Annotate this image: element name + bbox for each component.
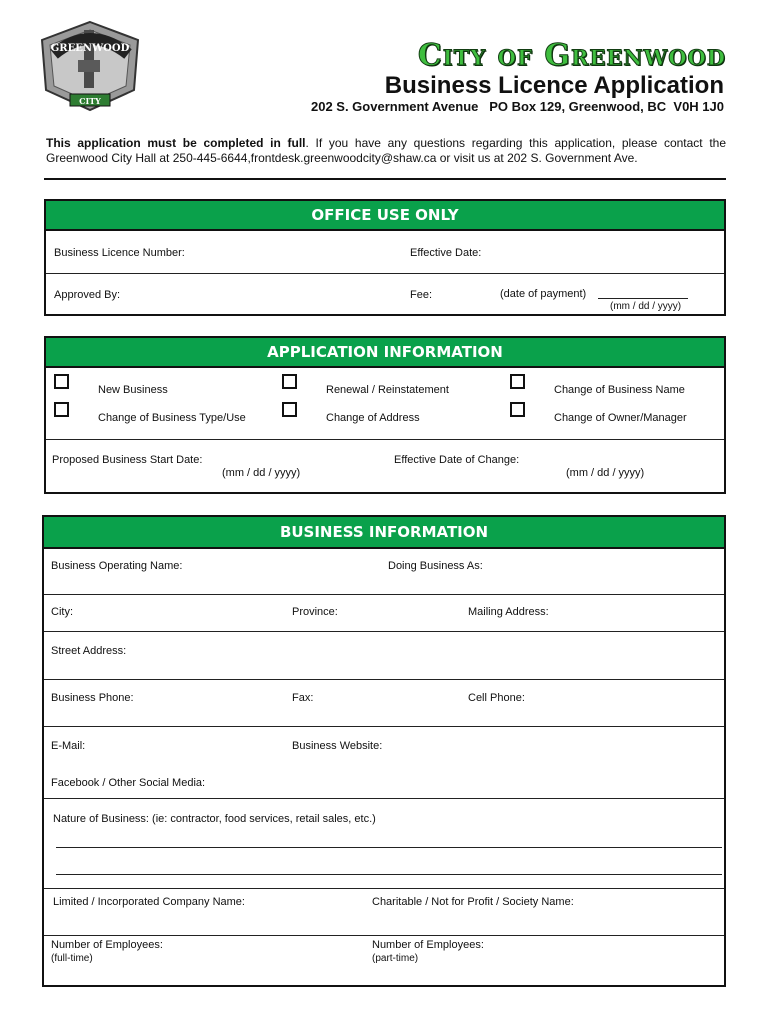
city-address: 202 S. Government Avenue PO Box 129, Greenwood, BC V0H 1J0: [310, 99, 724, 114]
option-label: New Business: [98, 384, 168, 396]
row-divider: [44, 726, 724, 727]
effective-change-format: (mm / dd / yyyy): [566, 467, 645, 479]
province-label: Province:: [292, 606, 338, 618]
social-media-label: Facebook / Other Social Media:: [51, 777, 206, 789]
row-divider: [44, 935, 724, 936]
part-time-label: (part-time): [372, 953, 419, 964]
full-time-label: (full-time): [51, 953, 93, 964]
effective-change-label: Effective Date of Change:: [394, 454, 520, 466]
intro-text: [46, 136, 726, 166]
application-heading: APPLICATION INFORMATION: [46, 338, 724, 368]
option-label: Renewal / Reinstatement: [326, 384, 449, 396]
fee-label: Fee:: [410, 289, 433, 301]
start-date-label: Proposed Business Start Date:: [52, 454, 203, 466]
change-name-checkbox[interactable]: [510, 374, 525, 389]
nature-line: [56, 847, 722, 848]
website-label: Business Website:: [292, 740, 383, 752]
charitable-name-label: Charitable / Not for Profit / Society Name:: [372, 896, 574, 908]
effective-date-label: Effective Date:: [410, 247, 482, 259]
city-label: City:: [51, 606, 73, 618]
option-label: Change of Business Type/Use: [98, 412, 246, 424]
cell-phone-label: Cell Phone:: [468, 692, 525, 704]
intro-rest: . If you have any questions regarding this application, please contact the Greenwood City Hall at 250-445-6644,frontdesk.greenwoodcity@shaw.ca or visit us at 202 S. Government Ave.: [46, 136, 727, 165]
page-title: Business Licence Application: [384, 72, 724, 99]
street-address-label: Street Address:: [51, 645, 127, 657]
row-divider: [46, 439, 724, 440]
start-date-format: (mm / dd / yyyy): [222, 467, 301, 479]
row-divider: [44, 679, 724, 680]
office-use-heading: OFFICE USE ONLY: [46, 201, 724, 231]
doing-business-as-label: Doing Business As:: [388, 560, 483, 572]
payment-date-format: (mm / dd / yyyy): [610, 301, 682, 312]
operating-name-label: Business Operating Name:: [51, 560, 183, 572]
payment-date-line: [598, 298, 688, 299]
row-divider: [46, 273, 724, 274]
nature-line: [56, 874, 722, 875]
intro-bold: This application must be completed in full: [46, 136, 306, 150]
email-label: E-Mail:: [51, 740, 86, 752]
divider: [44, 178, 726, 180]
office-use-section: [44, 199, 726, 316]
logo-name-text: GREENWOOD: [50, 43, 130, 54]
approved-by-label: Approved By:: [54, 289, 121, 301]
city-name: City of Greenwood: [417, 38, 726, 73]
option-label: Change of Address: [326, 412, 420, 424]
licence-number-label: Business Licence Number:: [54, 247, 185, 259]
row-divider: [44, 631, 724, 632]
option-label: Change of Business Name: [554, 384, 685, 396]
nature-of-business-label: Nature of Business: (ie: contractor, food services, retail sales, etc.): [53, 813, 376, 825]
business-phone-label: Business Phone:: [51, 692, 134, 704]
new-business-checkbox[interactable]: [54, 374, 69, 389]
option-label: Change of Owner/Manager: [554, 412, 687, 424]
mailing-address-label: Mailing Address:: [468, 606, 549, 618]
business-section: [42, 515, 726, 987]
row-divider: [44, 594, 724, 595]
renewal-checkbox[interactable]: [282, 374, 297, 389]
application-section: [44, 336, 726, 494]
change-owner-checkbox[interactable]: [510, 402, 525, 417]
change-address-checkbox[interactable]: [282, 402, 297, 417]
change-type-checkbox[interactable]: [54, 402, 69, 417]
date-of-payment-label: (date of payment): [500, 288, 587, 300]
company-name-label: Limited / Incorporated Company Name:: [53, 896, 245, 908]
employees-part-label: Number of Employees:: [372, 939, 484, 951]
row-divider: [44, 798, 724, 799]
logo-banner-text: CITY: [79, 96, 101, 106]
fax-label: Fax:: [292, 692, 314, 704]
business-heading: BUSINESS INFORMATION: [44, 517, 724, 549]
employees-full-label: Number of Employees:: [51, 939, 163, 951]
city-logo: [38, 20, 142, 112]
row-divider: [44, 888, 724, 889]
